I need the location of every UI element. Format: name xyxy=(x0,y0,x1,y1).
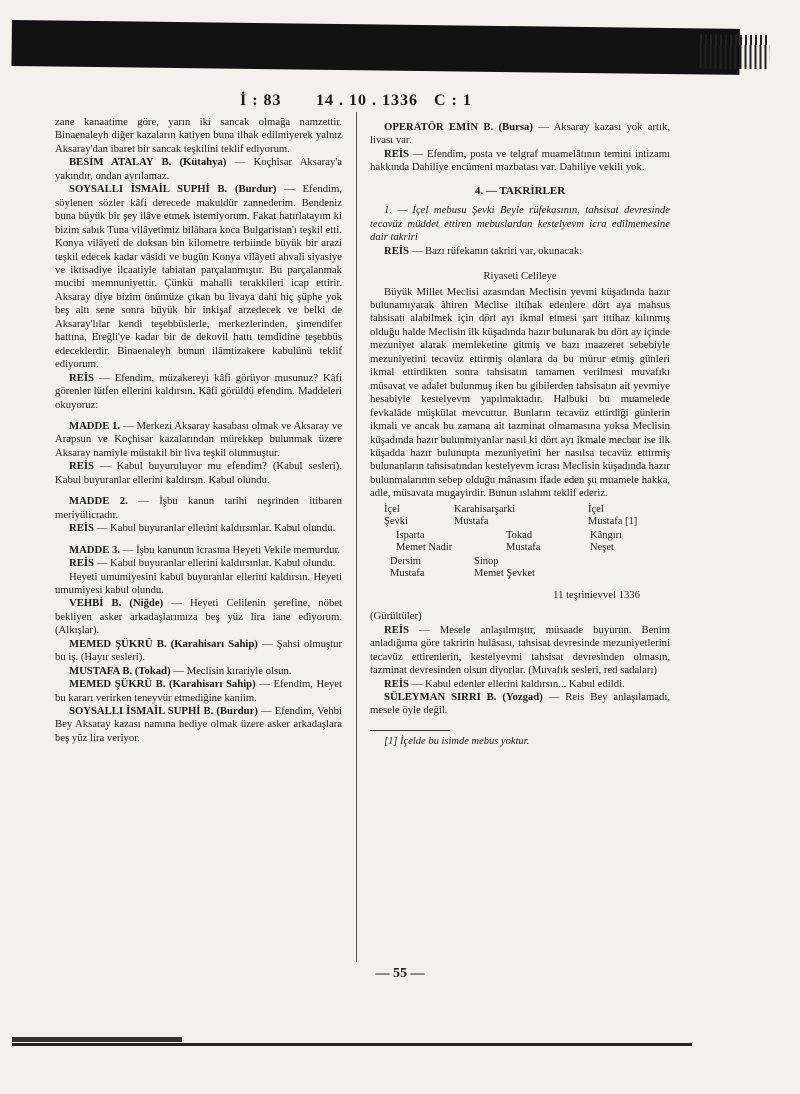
speaker-name: MEMED ŞÜKRÜ B. (Karahisarı Sahip) xyxy=(69,637,258,650)
paragraph-text: — Reis Bey anlaşılamadı, mesele öyle değil. xyxy=(370,690,671,717)
paragraph xyxy=(55,372,342,412)
signer-place: Kângırı xyxy=(590,529,623,541)
paragraph-text: — Efendim, posta ve telgraf muamelâtının temini intizamı hakkında Dahiliye encümeni mazbatası var. Dahiliye vekili yok. xyxy=(370,147,670,174)
paragraph-text: — Efendim, Vehbi Bey Aksaray kazası namına hediye olmak üzere asker arkadaşlara beş yüz lira veriyor. xyxy=(55,705,343,744)
paragraph xyxy=(370,691,670,718)
paragraph xyxy=(55,522,342,535)
header-cilt: C : 1 xyxy=(434,92,472,109)
signer-name: Mustafa xyxy=(390,567,425,579)
signer-name: Mustafa xyxy=(454,515,489,527)
speaker-name: MADDE 3. xyxy=(69,543,121,556)
paragraph xyxy=(55,705,342,745)
speaker-name: MEMED ŞÜKRÜ B. (Karahisarı Sahip) xyxy=(69,678,256,691)
takrir-intro: 1. — İçel mebusu Şevki Beyle rüfekasının, tahsisat devresinde tecavüz müddet ettiren mebuslardan kestelyevm icra edilmemesine dair takriri xyxy=(370,204,670,244)
paragraph-text: — Efendim, söylenen sözler kâfi derecede makuldür zannederim. Bendeniz buna büyük bir şey ilâve etmek istemiyorum. Fakat hatırlatayım ki bizim sabık Tuna vilâyetimiz bilâhara koca Bulgaristan'ı teşkil etti. Konya vilâyeti de doksan bin kilometre terbiinde büyük bir arazi teşkil edecek kadar vâsidi ve bugün Konya vilâyeti ahvali siyasiye ve iktisadiye ilcaatiyle tabiatan parçalanmıştır. Bu parçalanmak mucibi memnuniyettir. Çünkü mahalli terakkileri icap ettirir. Aksaray diye bizim önümüze çıkan bu livaya dahi hiç şüphe yok beş altı sene sonra büyük bir inkişaf arzedecek ve belki de Aksaray'lılar kendi teşebbüslerle, merkezlerinden, şimendifer hattına, Ereğli'ye kadar bir de dekovil hattı temdidine teşebbüs edeceklerdir. Binaenaleyh bunun ilâmtizakere kabulünü teklif ediyorum. xyxy=(55,183,343,371)
page-header xyxy=(0,92,800,116)
paragraph-text: zane kanaatime göre, yarın iki sancak olmağa namzettir. Binaenaleyh diğer kazaların katiyen buna ilhak edilmiyerek yalnız Aksaray'dan ibaret bir sancak teşkilini teklif ediyorum. xyxy=(55,116,342,155)
speaker-name: REİS xyxy=(384,677,409,690)
paragraph xyxy=(55,638,342,665)
letter-addressee: Riyaseti Celileye xyxy=(483,270,557,283)
paragraph-text: — İşbu kanunun icrasına Heyeti Vekile memurdur. xyxy=(122,543,341,556)
paragraph-text: — Şahsi olmuştur bu iş. (Hayır sesleri). xyxy=(55,637,343,664)
footnote: [1] İçelde bu isimde mebus yoktur. xyxy=(384,735,530,747)
paragraph xyxy=(55,665,342,678)
paragraph-text: — Merkezi Aksaray kasabası olmak ve Aksaray ve Arapsun ve Koçhisar kazalarından mürekkep bulunmak üzere Aksaray namiyle müstakil bir liva teşkil olunmuştur. xyxy=(55,419,342,459)
speaker-name: MUSTAFA B. (Tokad) xyxy=(69,664,171,677)
paragraph xyxy=(55,678,342,705)
letter-date: 11 teşrinievvel 1336 xyxy=(553,588,640,601)
speaker-name: REİS xyxy=(69,371,94,384)
page-number: — 55 — xyxy=(375,966,425,981)
header-devre: İ : 83 xyxy=(240,92,282,109)
paragraph xyxy=(370,148,670,175)
paragraph-text: — Kabul edenler ellerini kaldırsın... Kabul edildi. xyxy=(411,677,625,690)
speaker-name: SOYSALLI İSMAİL SUPHİ B. (Burdur) xyxy=(69,705,258,718)
signer-place: İçel xyxy=(384,503,400,515)
speaker-name: MADDE 2. xyxy=(69,495,128,508)
paragraph xyxy=(370,678,670,691)
paragraph-text: — Efendim, Heyet bu kararı verirken teneyvür etmediğine kaniim. xyxy=(55,678,343,704)
speaker-name: SOYSALLI İSMAİL SUPHİ B. (Burdur) xyxy=(69,183,277,196)
speaker-name: BESİM ATALAY B. (Kütahya) xyxy=(69,156,227,169)
paragraph xyxy=(55,156,342,183)
speaker-name: REİS xyxy=(69,522,94,535)
paragraph-text: (Gürültüler) xyxy=(370,610,422,623)
left-column xyxy=(55,116,342,745)
signer-name: Şevki xyxy=(384,515,408,527)
paragraph-text: — Mesele anlaşılmıştır, müsaade buyurun. Benim anladığıma göre takririn hulâsası, tahsisat devresinde mezuniyetlerini tecavüz ettirenlerin, kestelyevmi tahsisat devresinden olmasın, tazminat devresinden olsun diyorlar. (Muvafık sesleri, red sadaları) xyxy=(370,623,670,677)
paragraph xyxy=(55,116,342,156)
paragraph xyxy=(55,495,342,522)
section-heading: 4. — TAKRİRLER xyxy=(474,184,566,197)
speaker-name: REİS xyxy=(384,623,409,636)
speaker-name: VEHBİ B. (Niğde) xyxy=(69,597,164,610)
signer-place: Dersim xyxy=(390,555,421,567)
signer-place: Sinop xyxy=(474,555,499,567)
speaker-name: MADDE 1. xyxy=(69,419,121,432)
paragraph-text: — Koçhisar Aksaray'a yakındır, ondan ayrılamaz. xyxy=(55,156,342,182)
right-column xyxy=(370,121,670,748)
right-bottom-paragraphs xyxy=(370,610,670,718)
paragraph xyxy=(55,420,342,460)
header-date: 14 . 10 . 1336 xyxy=(316,92,418,109)
paragraph xyxy=(370,121,670,148)
paragraph xyxy=(55,544,342,557)
paragraph-text: Heyeti umumiyesini kabul buyuranlar ellerini kaldırsın. Heyeti umumiyesi kabul olundu. xyxy=(55,570,342,596)
signer-name: Memet Nadir xyxy=(396,541,453,553)
paragraph xyxy=(370,624,670,678)
speaker-name: REİS xyxy=(384,147,409,160)
paragraph-text: — Meclisin kırariyle olsun. xyxy=(173,664,292,677)
speaker-name: SÜLEYMAN SIRRI B. (Yozgad) xyxy=(384,690,543,703)
signer-place: Tokad xyxy=(506,529,533,541)
paragraph-text: — İşbu kanun tarihi neşrinden itibaren meriyülicradır. xyxy=(55,495,343,521)
signer-name: Mustafa xyxy=(506,541,541,553)
speaker-name: REİS xyxy=(69,557,94,570)
paragraph xyxy=(55,460,342,487)
signer-name: Memet Şevket xyxy=(474,567,535,579)
signer-name: Mustafa [1] xyxy=(588,515,638,527)
speaker-name: OPERATÖR EMİN B. (Bursa) xyxy=(384,121,533,133)
paragraph-text: — Kabul buyuranlar ellerini kaldırsınlar. Kabul olundu. xyxy=(96,557,336,570)
signer-place: Karahisarşarki xyxy=(454,503,516,515)
paragraph xyxy=(55,571,342,598)
paragraph xyxy=(370,610,670,623)
scan-dark-band xyxy=(11,20,740,75)
footnote-rule xyxy=(370,730,450,731)
signature-block xyxy=(370,503,670,583)
paragraph xyxy=(55,597,342,637)
paragraph-text: — Aksaray kazası yok artık, livası var. xyxy=(370,121,671,147)
paragraph xyxy=(55,183,342,371)
paragraph-text: — Heyeti Celilenin şerefine, nöbet bekliyen asker arkadaşlarımıza beş yüz lira iane ediyorum. (Alkışlar). xyxy=(55,597,343,637)
scan-bottom-line xyxy=(12,1043,692,1046)
paragraph-text: — Kabul buyuruluyor mu efendim? (Kabul sesleri). Kabul buyuranlar ellerini kaldırsın. Kabul olundu. xyxy=(55,460,342,486)
right-top-paragraphs xyxy=(370,121,670,175)
speaker-name: REİS xyxy=(69,460,94,473)
reis-announcement: REİS — Bazı rüfekanın takriri var, okunacak: xyxy=(384,244,583,257)
paragraph xyxy=(55,557,342,570)
paragraph-text: — Efendim, müzakereyi kâfi görüyor musunuz? Kâfi görenler lütfen ellerini kaldırsın. Kâfi görüldü efendim. Maddeleri okuyoruz: xyxy=(55,371,342,411)
signer-name: Neşet xyxy=(590,541,614,553)
signer-place: Isparta xyxy=(396,529,425,541)
column-divider xyxy=(356,112,357,962)
letter-body: Büyük Millet Meclisi azasından Meclisin yevmi küşadında hazır bulunamıyarak âhiren Meclise iltihak edenlere dört aya mahsus tahsisatı alabilmek için dört ayı ikmal etmesi şart ittihaz kılınmış olduğu halde Meclisin ilk küşadında hazır bulunarak bu dört ay içinde mezuniyet alarak memleketine gitmiş ve bazı maazeret sebebiyle mezuniyetini tecavüz ettirmiş olanlara da bu mürur etmiş günleri ikmal ettirdikten sonra tahsisatın tamamen verilmesi muvafıkı müsavat ve adalet bulunmuş iken bu gibilerden tahsisatın ait yevmiye hesabiyle kestelyevm yapılmaktadır. Halbuki bu muamelede fevkalâde müşkülat mevcuttur. Bunların tecavüz ettirdiği günlerin ikmali ve ancak bu zamana ait tazminat olmamasına yoksa Meclisin küşadında hazır bulunmıyanlar nasıl ki dört ayı ikmale mecbur ise ilk küşadda hazır bulunupta mezuniyetini her nasılsa tecavüz ettirmiş bulunanların tahsisatından kestelyevm icrası Meclisin küşadında hazır bulunmalarının sebep olduğu mânasını ifade eden şu muamele hakka, adle, müsavata mugayirdir. Bunun ıslahını teklif ederiz. xyxy=(370,285,670,500)
paragraph-text: — Kabul buyuranlar ellerini kaldırsınlar. Kabul olundu. xyxy=(96,522,336,535)
signer-place: İçel xyxy=(588,503,604,515)
